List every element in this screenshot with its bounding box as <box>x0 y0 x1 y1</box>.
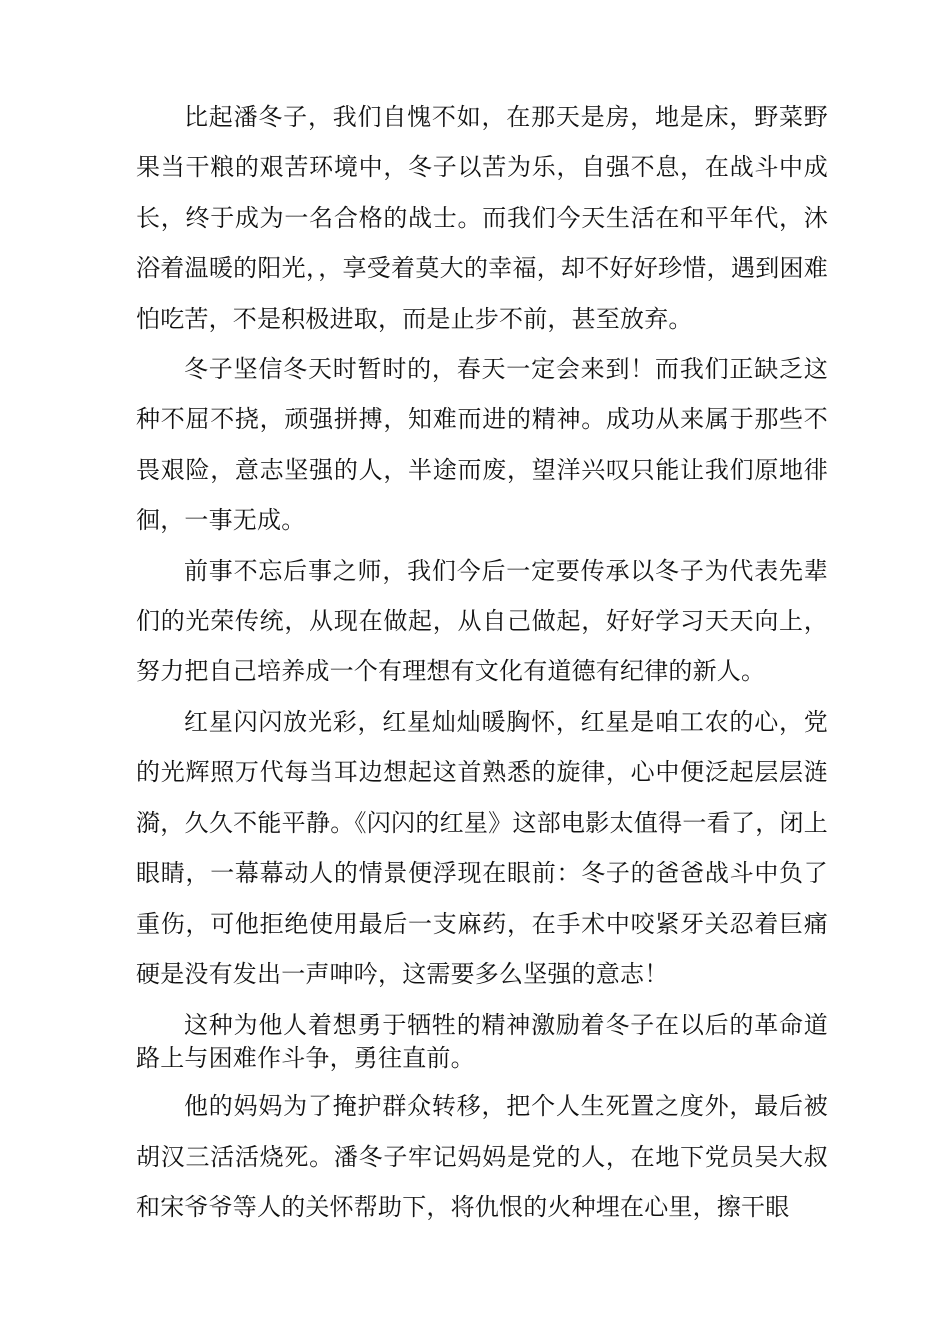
paragraph-6: 他的妈妈为了掩护群众转移，把个人生死置之度外，最后被胡汉三活活烧死。潘冬子牢记妈妈是党的人，在地下党员吴大叔和宋爷爷等人的关怀帮助下，将仇恨的火种埋在心里，擦干眼 <box>136 1092 828 1222</box>
paragraph-4: 红星闪闪放光彩，红星灿灿暖胸怀，红星是咱工农的心，党的光辉照万代每当耳边想起这首熟悉的旋律，心中便泛起层层涟漪，久久不能平静。《闪闪的红星》这部电影太值得一看了，闭上眼睛，一幕幕动人的情景便浮现在眼前：冬子的爸爸战斗中负了重伤，可他拒绝使用最后一支麻药，在手术中咬紧牙关忍着巨痛硬是没有发出一声呻吟，这需要多么坚强的意志！ <box>136 707 828 988</box>
paragraph-5: 这种为他人着想勇于牺牲的精神激励着冬子在以后的革命道路上与困难作斗争，勇往直前。 <box>136 1011 828 1073</box>
paragraph-2: 冬子坚信冬天时暂时的，春天一定会来到！而我们正缺乏这种不屈不挠，顽强拼搏，知难而进的精神。成功从来属于那些不畏艰险，意志坚强的人，半途而废，望洋兴叹只能让我们原地徘徊，一事无成。 <box>136 355 828 535</box>
paragraph-1: 比起潘冬子，我们自愧不如，在那天是房，地是床，野菜野果当干粮的艰苦环境中，冬子以苦为乐，自强不息，在战斗中成长，终于成为一名合格的战士。而我们今天生活在和平年代，沐浴着温暖的阳光，，享受着莫大的幸福，却不好好珍惜，遇到困难怕吃苦，不是积极进取，而是止步不前，甚至放弃。 <box>136 103 828 333</box>
document-body <box>136 92 828 1233</box>
paragraph-3: 前事不忘后事之师，我们今后一定要传承以冬子为代表先辈们的光荣传统，从现在做起，从自己做起，好好学习天天向上，努力把自己培养成一个有理想有文化有道德有纪律的新人。 <box>136 556 828 686</box>
